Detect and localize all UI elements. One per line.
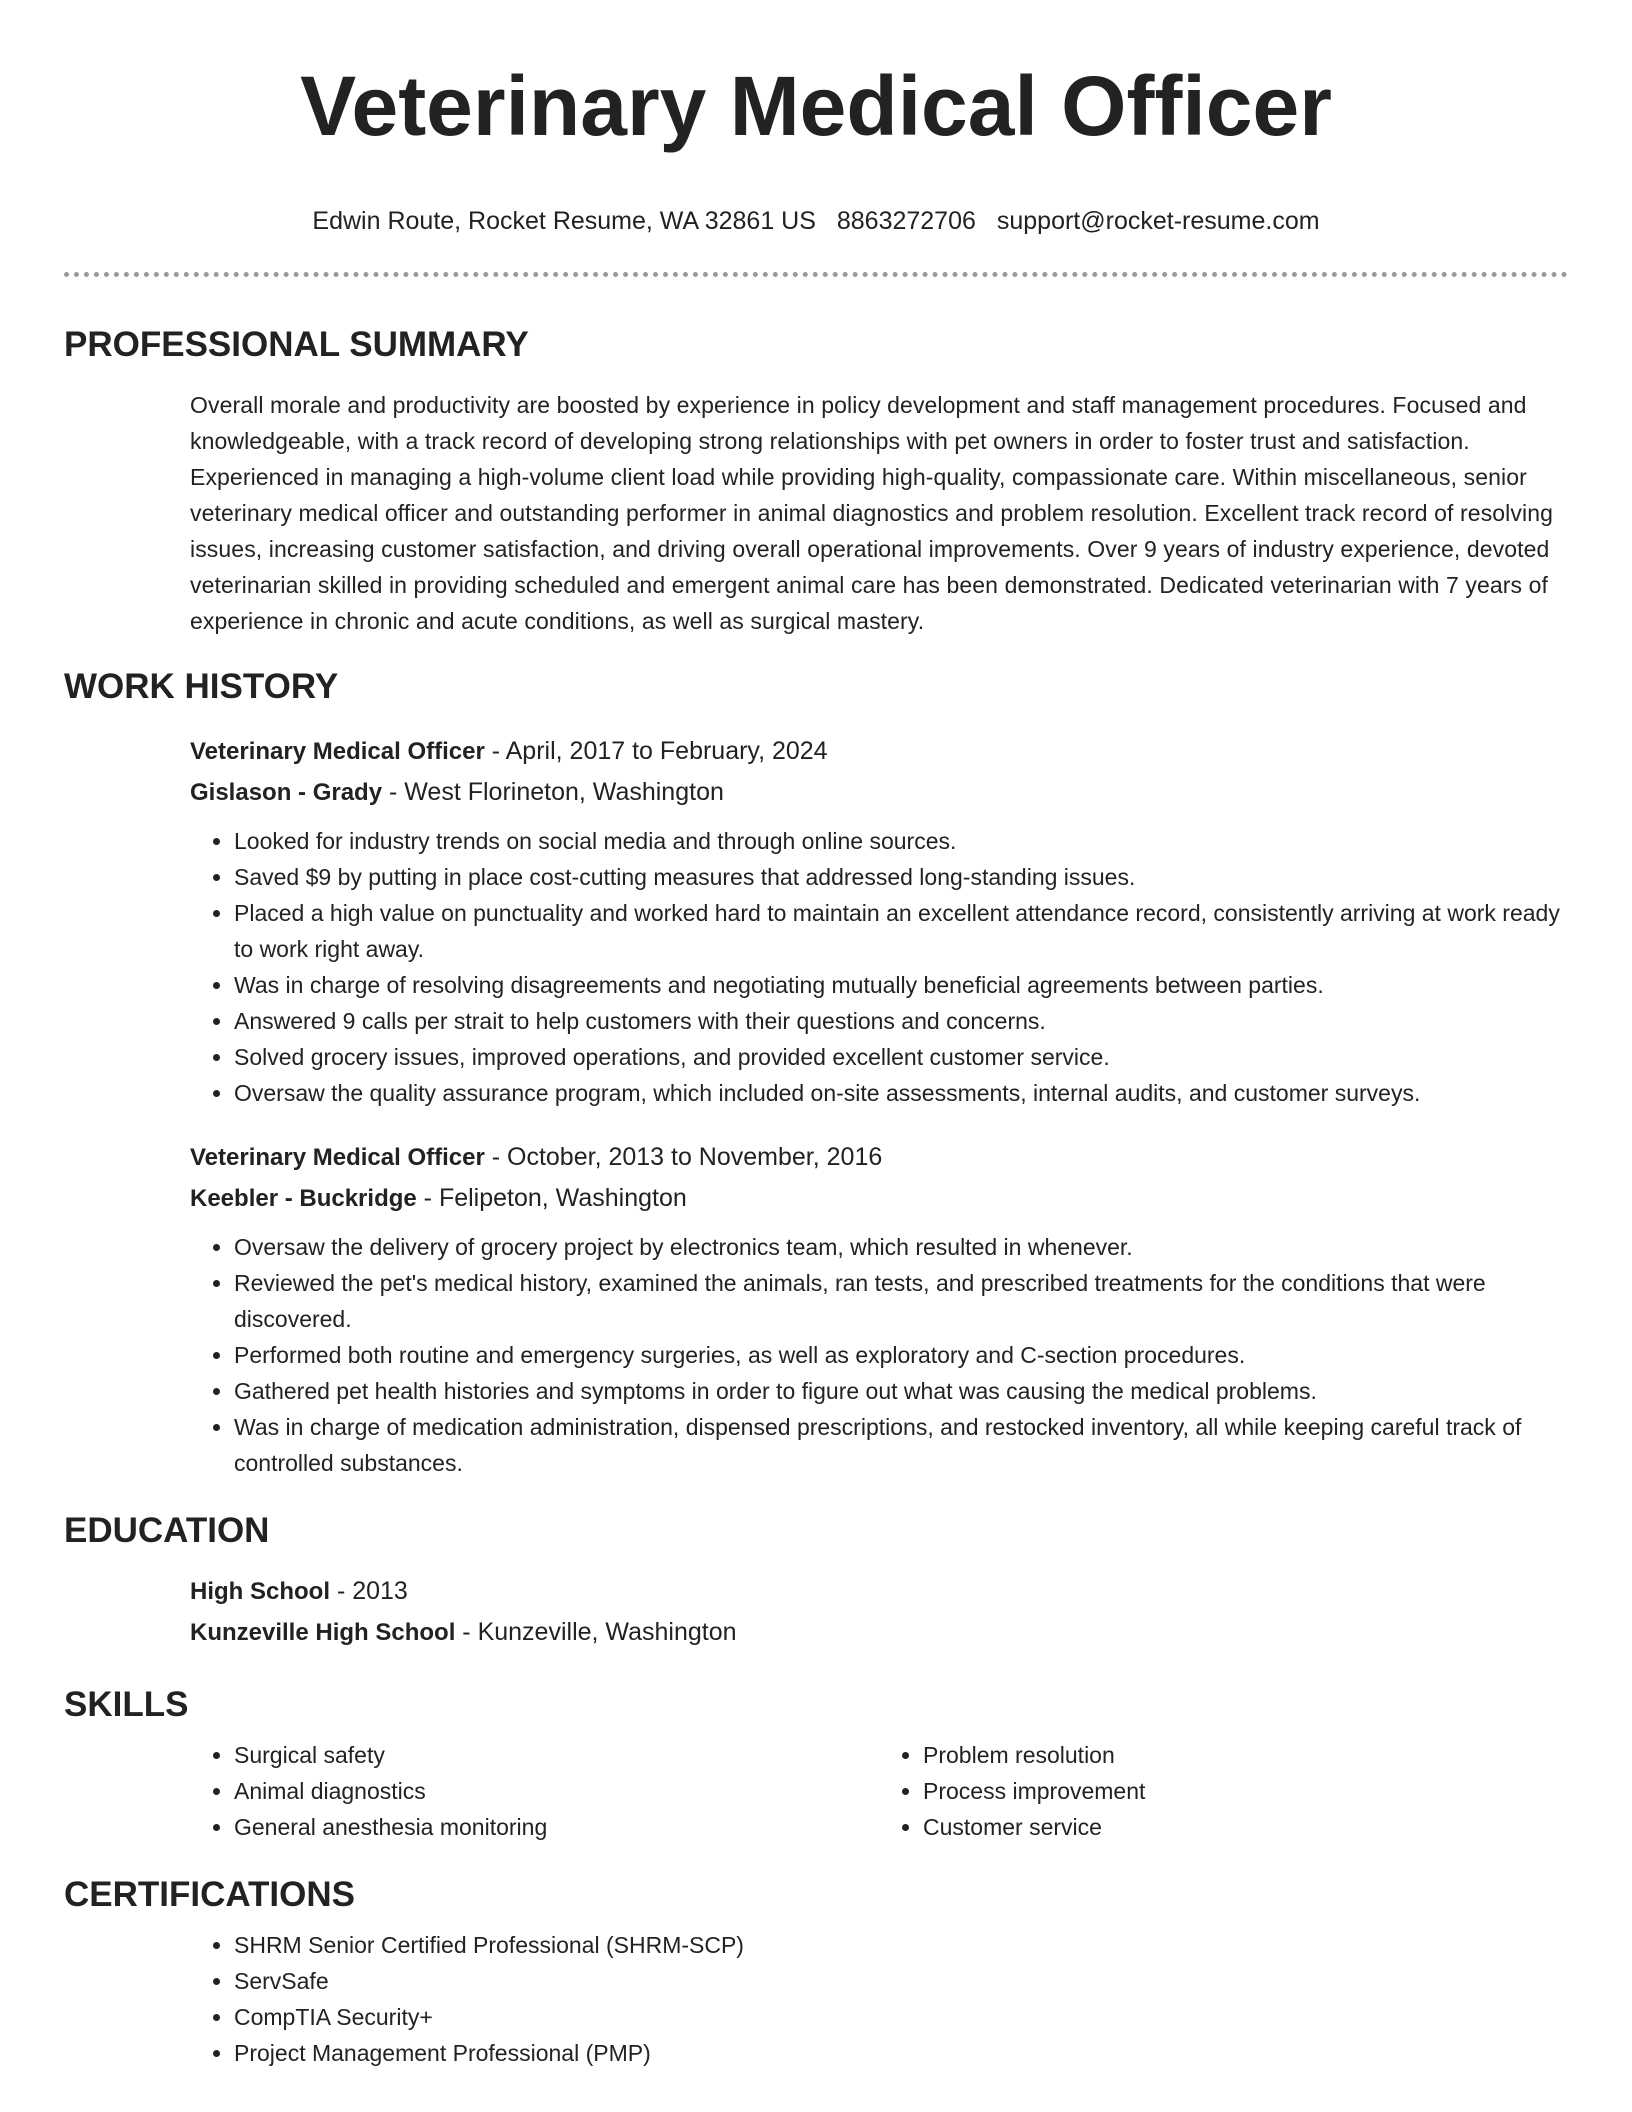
work-section xyxy=(64,665,1568,1481)
job-location: - West Florineton, Washington xyxy=(382,778,724,806)
list-item: • Solved grocery issues, improved operations, and provided excellent customer service. xyxy=(234,1039,1568,1075)
job-company: Keebler - Buckridge xyxy=(190,1185,417,1212)
job-bullets xyxy=(190,823,1568,1111)
list-item: • Surgical safety xyxy=(234,1737,879,1773)
list-item: • ServSafe xyxy=(234,1963,1568,1999)
list-item: • Oversaw the delivery of grocery project by electronics team, which resulted in whenever. xyxy=(234,1229,1568,1265)
list-item: • Problem resolution xyxy=(923,1737,1568,1773)
job-company: Gislason - Grady xyxy=(190,779,383,806)
education-section xyxy=(64,1509,1568,1653)
summary-heading: PROFESSIONAL SUMMARY xyxy=(64,325,529,364)
job-location: - Felipeton, Washington xyxy=(416,1184,687,1212)
list-item: • Placed a high value on punctuality and worked hard to maintain an excellent attendance record, consistently arriving at work ready to work right away. xyxy=(234,895,1568,967)
list-item: • Gathered pet health histories and symptoms in order to figure out what was causing the medical problems. xyxy=(234,1373,1568,1409)
list-item: • Customer service xyxy=(923,1809,1568,1845)
contact-email: support@rocket-resume.com xyxy=(996,207,1320,235)
list-item: • Was in charge of resolving disagreements and negotiating mutually beneficial agreements between parties. xyxy=(234,967,1568,1003)
list-item: • SHRM Senior Certified Professional (SHRM-SCP) xyxy=(234,1927,1568,1963)
job-dates: - April, 2017 to February, 2024 xyxy=(484,737,828,765)
education-year: - 2013 xyxy=(330,1577,408,1605)
contact-phone: 8863272706 xyxy=(836,207,976,235)
job-company-line xyxy=(190,1178,1568,1219)
education-school: Kunzeville High School xyxy=(190,1619,456,1646)
list-item: • Oversaw the quality assurance program, which included on-site assessments, internal audits, and customer surveys. xyxy=(234,1075,1568,1111)
education-degree: High School xyxy=(190,1578,330,1605)
job-dates: - October, 2013 to November, 2016 xyxy=(484,1143,883,1171)
job-entry xyxy=(190,1137,1568,1481)
list-item: • Performed both routine and emergency surgeries, as well as exploratory and C-section procedures. xyxy=(234,1337,1568,1373)
certifications-body xyxy=(190,1927,1568,2071)
list-item: • Animal diagnostics xyxy=(234,1773,879,1809)
education-heading: EDUCATION xyxy=(64,1511,270,1550)
job-company-line xyxy=(190,772,1568,813)
skills-right-column xyxy=(879,1737,1568,1845)
job-bullets xyxy=(190,1229,1568,1481)
summary-section xyxy=(64,323,1568,639)
list-item: • Reviewed the pet's medical history, examined the animals, ran tests, and prescribed treatments for the conditions that were discovered. xyxy=(234,1265,1568,1337)
job-entry xyxy=(190,731,1568,1111)
education-entry xyxy=(190,1571,1568,1653)
list-item: • General anesthesia monitoring xyxy=(234,1809,879,1845)
list-item: • Looked for industry trends on social media and through online sources. xyxy=(234,823,1568,859)
resume-title: Veterinary Medical Officer xyxy=(300,59,1332,153)
list-item: • CompTIA Security+ xyxy=(234,1999,1568,2035)
job-role: Veterinary Medical Officer xyxy=(190,1144,485,1171)
work-heading: WORK HISTORY xyxy=(64,667,339,706)
certifications-section xyxy=(64,1873,1568,2071)
skills-left-column xyxy=(190,1737,879,1845)
education-school-line xyxy=(190,1612,1568,1653)
skills-grid xyxy=(190,1727,1568,1845)
header-divider xyxy=(64,272,1568,277)
list-item: • Answered 9 calls per strait to help customers with their questions and concerns. xyxy=(234,1003,1568,1039)
certifications-heading: CERTIFICATIONS xyxy=(64,1875,356,1914)
job-role: Veterinary Medical Officer xyxy=(190,738,485,765)
contact-address: Edwin Route, Rocket Resume, WA 32861 US xyxy=(312,207,816,235)
summary-text: Overall morale and productivity are boosted by experience in policy development and staff management procedures. Focused and knowledgeable, with a track record of developing strong relationships with pet owners in order to foster trust and satisfaction. Experienced in managing a high-volume client load while providing high-quality, compassionate care. Within miscellaneous, senior veterinary medical officer and outstanding performer in animal diagnostics and problem resolution. Excellent track record of resolving issues, increasing customer satisfaction, and driving overall operational improvements. Over 9 years of industry experience, devoted veterinarian skilled in providing scheduled and emergent animal care has been demonstrated. Dedicated veterinarian with 7 years of experience in chronic and acute conditions, as well as surgical mastery. xyxy=(190,392,1553,634)
skills-section xyxy=(64,1683,1568,1845)
education-degree-line xyxy=(190,1571,1568,1612)
job-title-line xyxy=(190,1137,1568,1178)
certifications-list xyxy=(190,1927,1568,2071)
job-title-line xyxy=(190,731,1568,772)
list-item: • Project Management Professional (PMP) xyxy=(234,2035,1568,2071)
list-item: • Process improvement xyxy=(923,1773,1568,1809)
education-location: - Kunzeville, Washington xyxy=(455,1618,737,1646)
skills-heading: SKILLS xyxy=(64,1685,189,1724)
contact-line xyxy=(64,204,1568,238)
list-item: • Was in charge of medication administration, dispensed prescriptions, and restocked inventory, all while keeping careful track of controlled substances. xyxy=(234,1409,1568,1481)
list-item: • Saved $9 by putting in place cost-cutting measures that addressed long-standing issues. xyxy=(234,859,1568,895)
